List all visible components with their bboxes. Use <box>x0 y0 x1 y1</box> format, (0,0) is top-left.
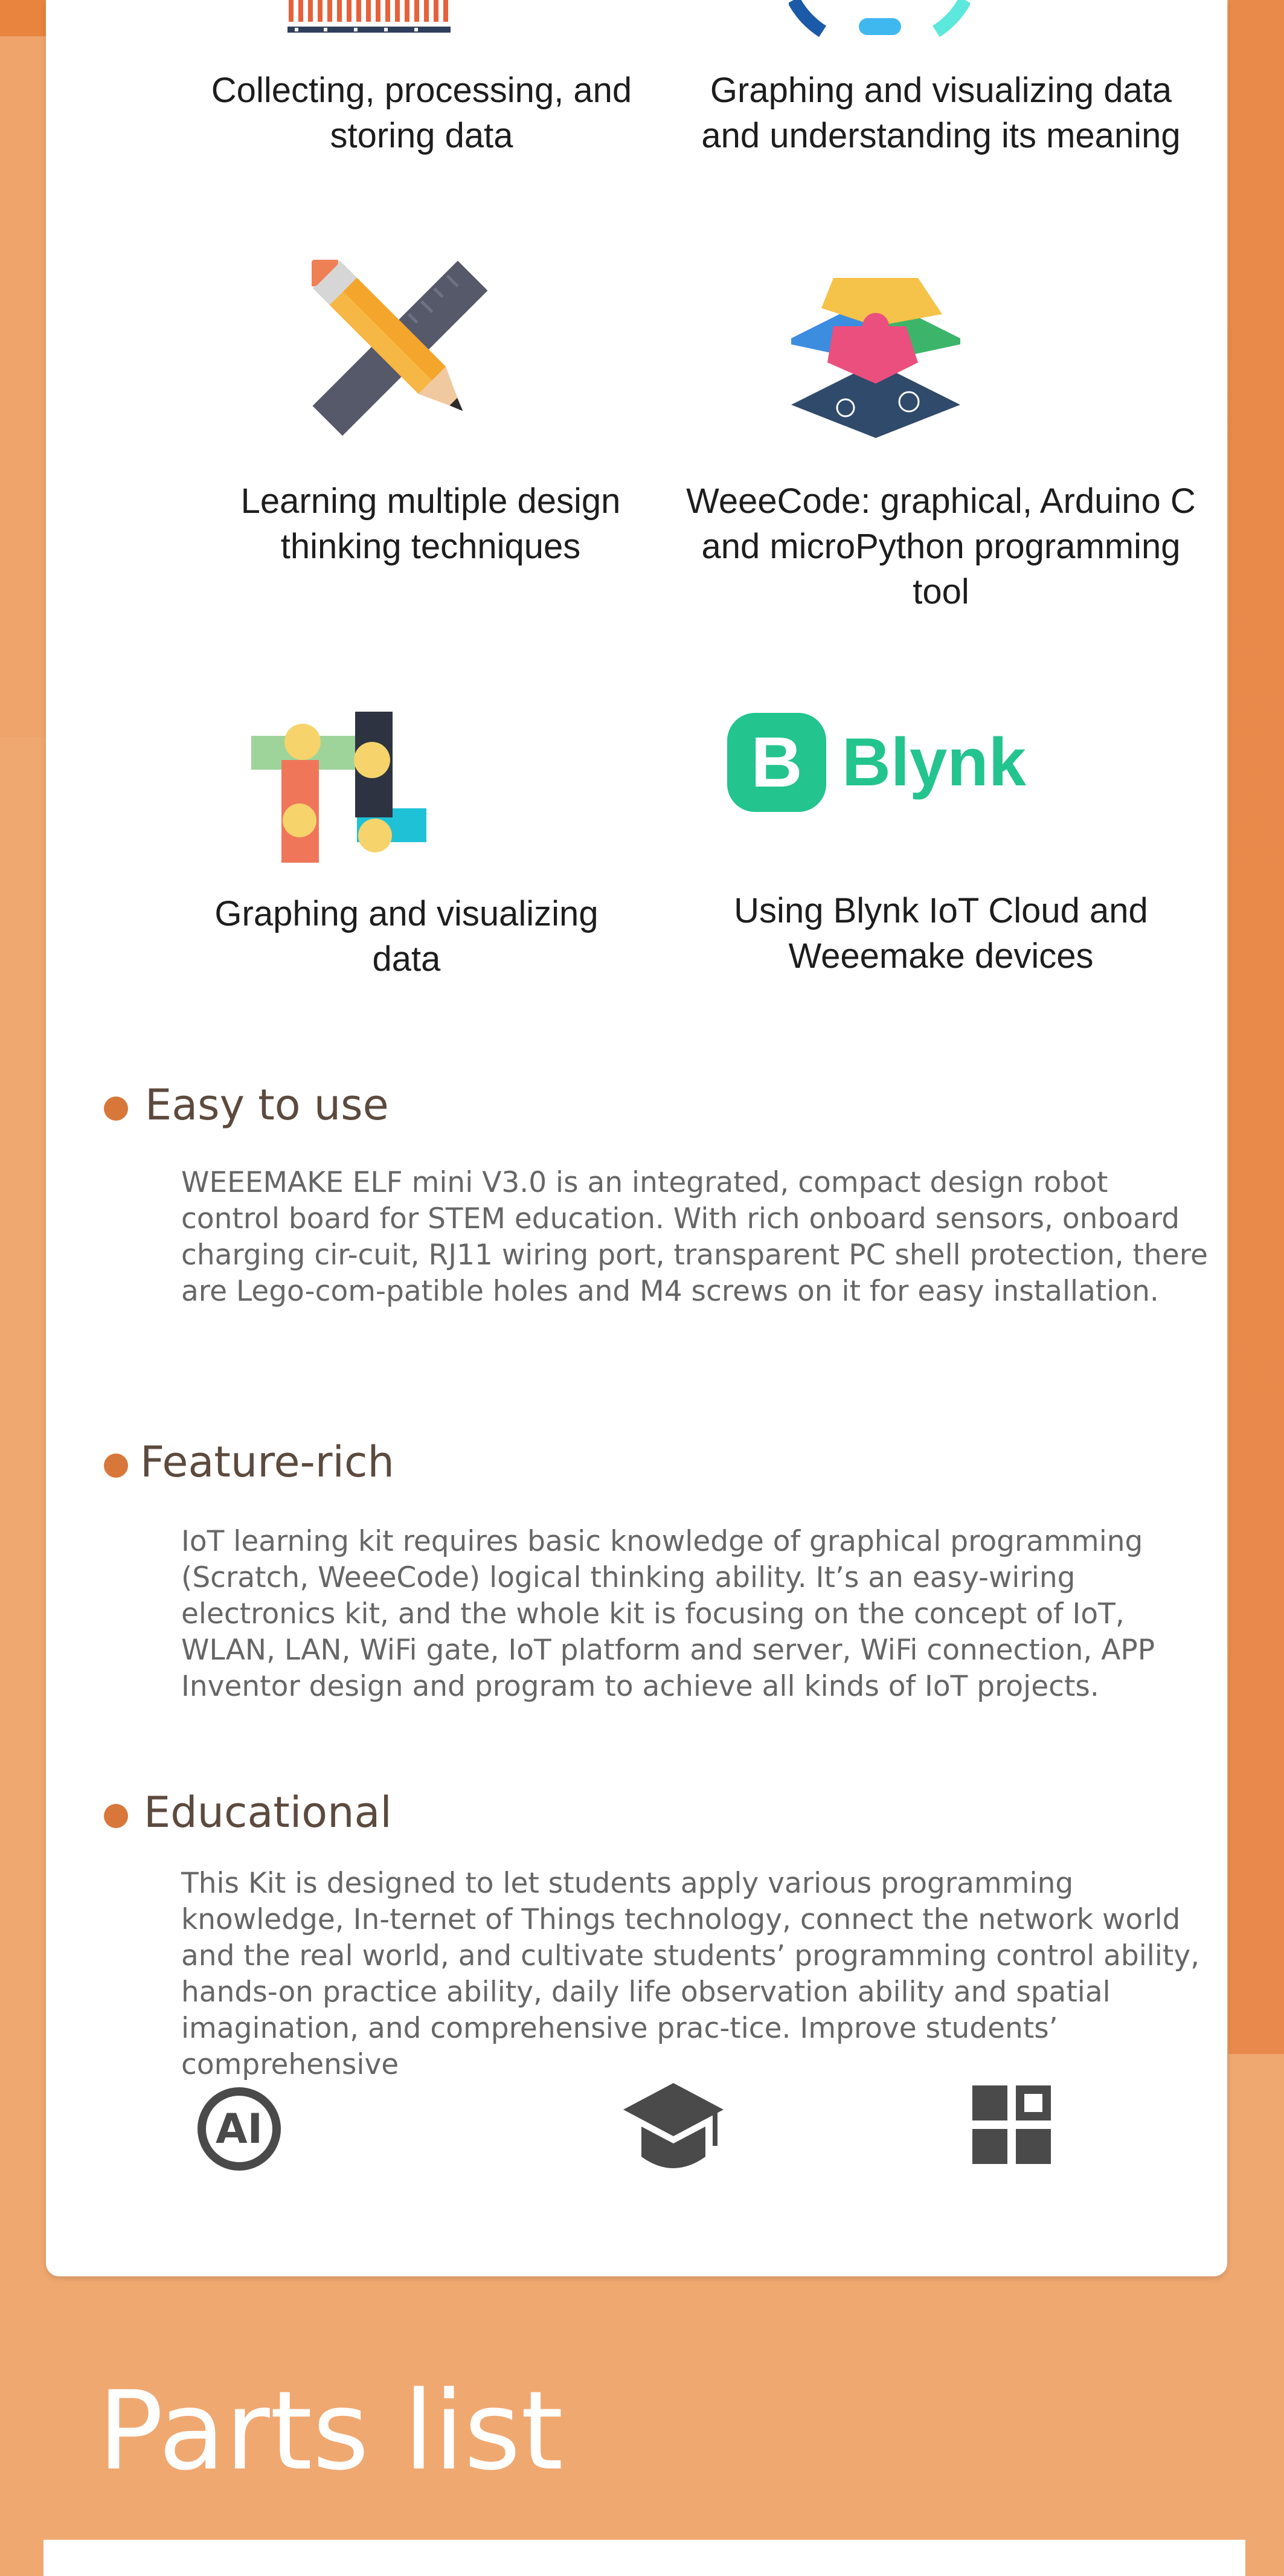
ai-icon-text: AI <box>216 2105 263 2153</box>
feature-label: Using Blynk IoT Cloud and Weeemake devices <box>734 891 1148 976</box>
background-accent <box>0 36 46 737</box>
feature-label: Collecting, processing, and storing data <box>211 71 632 155</box>
section-title-easy-to-use: Easy to use <box>145 1080 389 1130</box>
bullet-dot <box>104 1804 128 1828</box>
section-body-easy-to-use: WEEEMAKE ELF mini V3.0 is an integrated, compact design robot control board for STEM education. With rich onboard sensors, onboard charging cir-cuit, RJ11 wiring port, transparent PC shell protection, there are Lego-com-patible holes and M4 screws on it for easy installation. <box>181 1166 1208 1308</box>
feature-label: Learning multiple design thinking techniques <box>240 481 621 566</box>
section-title-feature-rich: Feature-rich <box>140 1437 394 1487</box>
background-accent <box>1228 0 1284 2054</box>
blynk-logo-badge: B <box>727 713 826 812</box>
blynk-logo-icon <box>727 710 1026 812</box>
blynk-logo-word: Blynk <box>842 724 1026 800</box>
background-accent <box>0 0 46 36</box>
features-card <box>46 0 1227 2276</box>
grid-apps-icon <box>972 2085 1051 2164</box>
bullet-dot <box>104 1454 128 1478</box>
feature-label: Graphing and visualizing data <box>214 894 599 979</box>
gauge-icon <box>789 0 970 39</box>
graduation-cap-icon <box>622 2078 725 2175</box>
section-body-feature-rich: IoT learning kit requires basic knowledge of graphical programming (Scratch, WeeeCode) logical thinking ability. It’s an easy-wiring electronics kit, and the whole kit is focusing on the concept of IoT, WLAN, LAN, WiFi gate, IoT platform and server, WiFi connection, APP Inventor design and program to achieve all kinds of IoT projects. <box>181 1525 1155 1703</box>
section-body-educational: This Kit is designed to let students apply various programming knowledge, In-ternet of Things technology, connect the network world and the real world, and cultivate students’ programming control ability, hands-on practice ability, daily life observation ability and spatial imagination, and comprehensive prac-tice. Improve students’ comprehensive <box>181 1867 1200 2081</box>
parts-list-title: Parts list <box>98 2368 563 2494</box>
bullet-dot <box>104 1096 128 1121</box>
parts-list-card <box>43 2540 1245 2576</box>
section-title-educational: Educational <box>144 1788 392 1837</box>
data-bars-icon <box>287 0 451 42</box>
puzzle-icon <box>785 278 966 441</box>
hands-teamwork-icon <box>251 712 426 863</box>
feature-label: Graphing and visualizing data and understanding its meaning <box>701 71 1181 155</box>
feature-label: WeeeCode: graphical, Arduino C and microPython programming tool <box>686 481 1196 611</box>
pencil-ruler-icon <box>312 260 493 447</box>
ai-icon <box>196 2085 283 2172</box>
